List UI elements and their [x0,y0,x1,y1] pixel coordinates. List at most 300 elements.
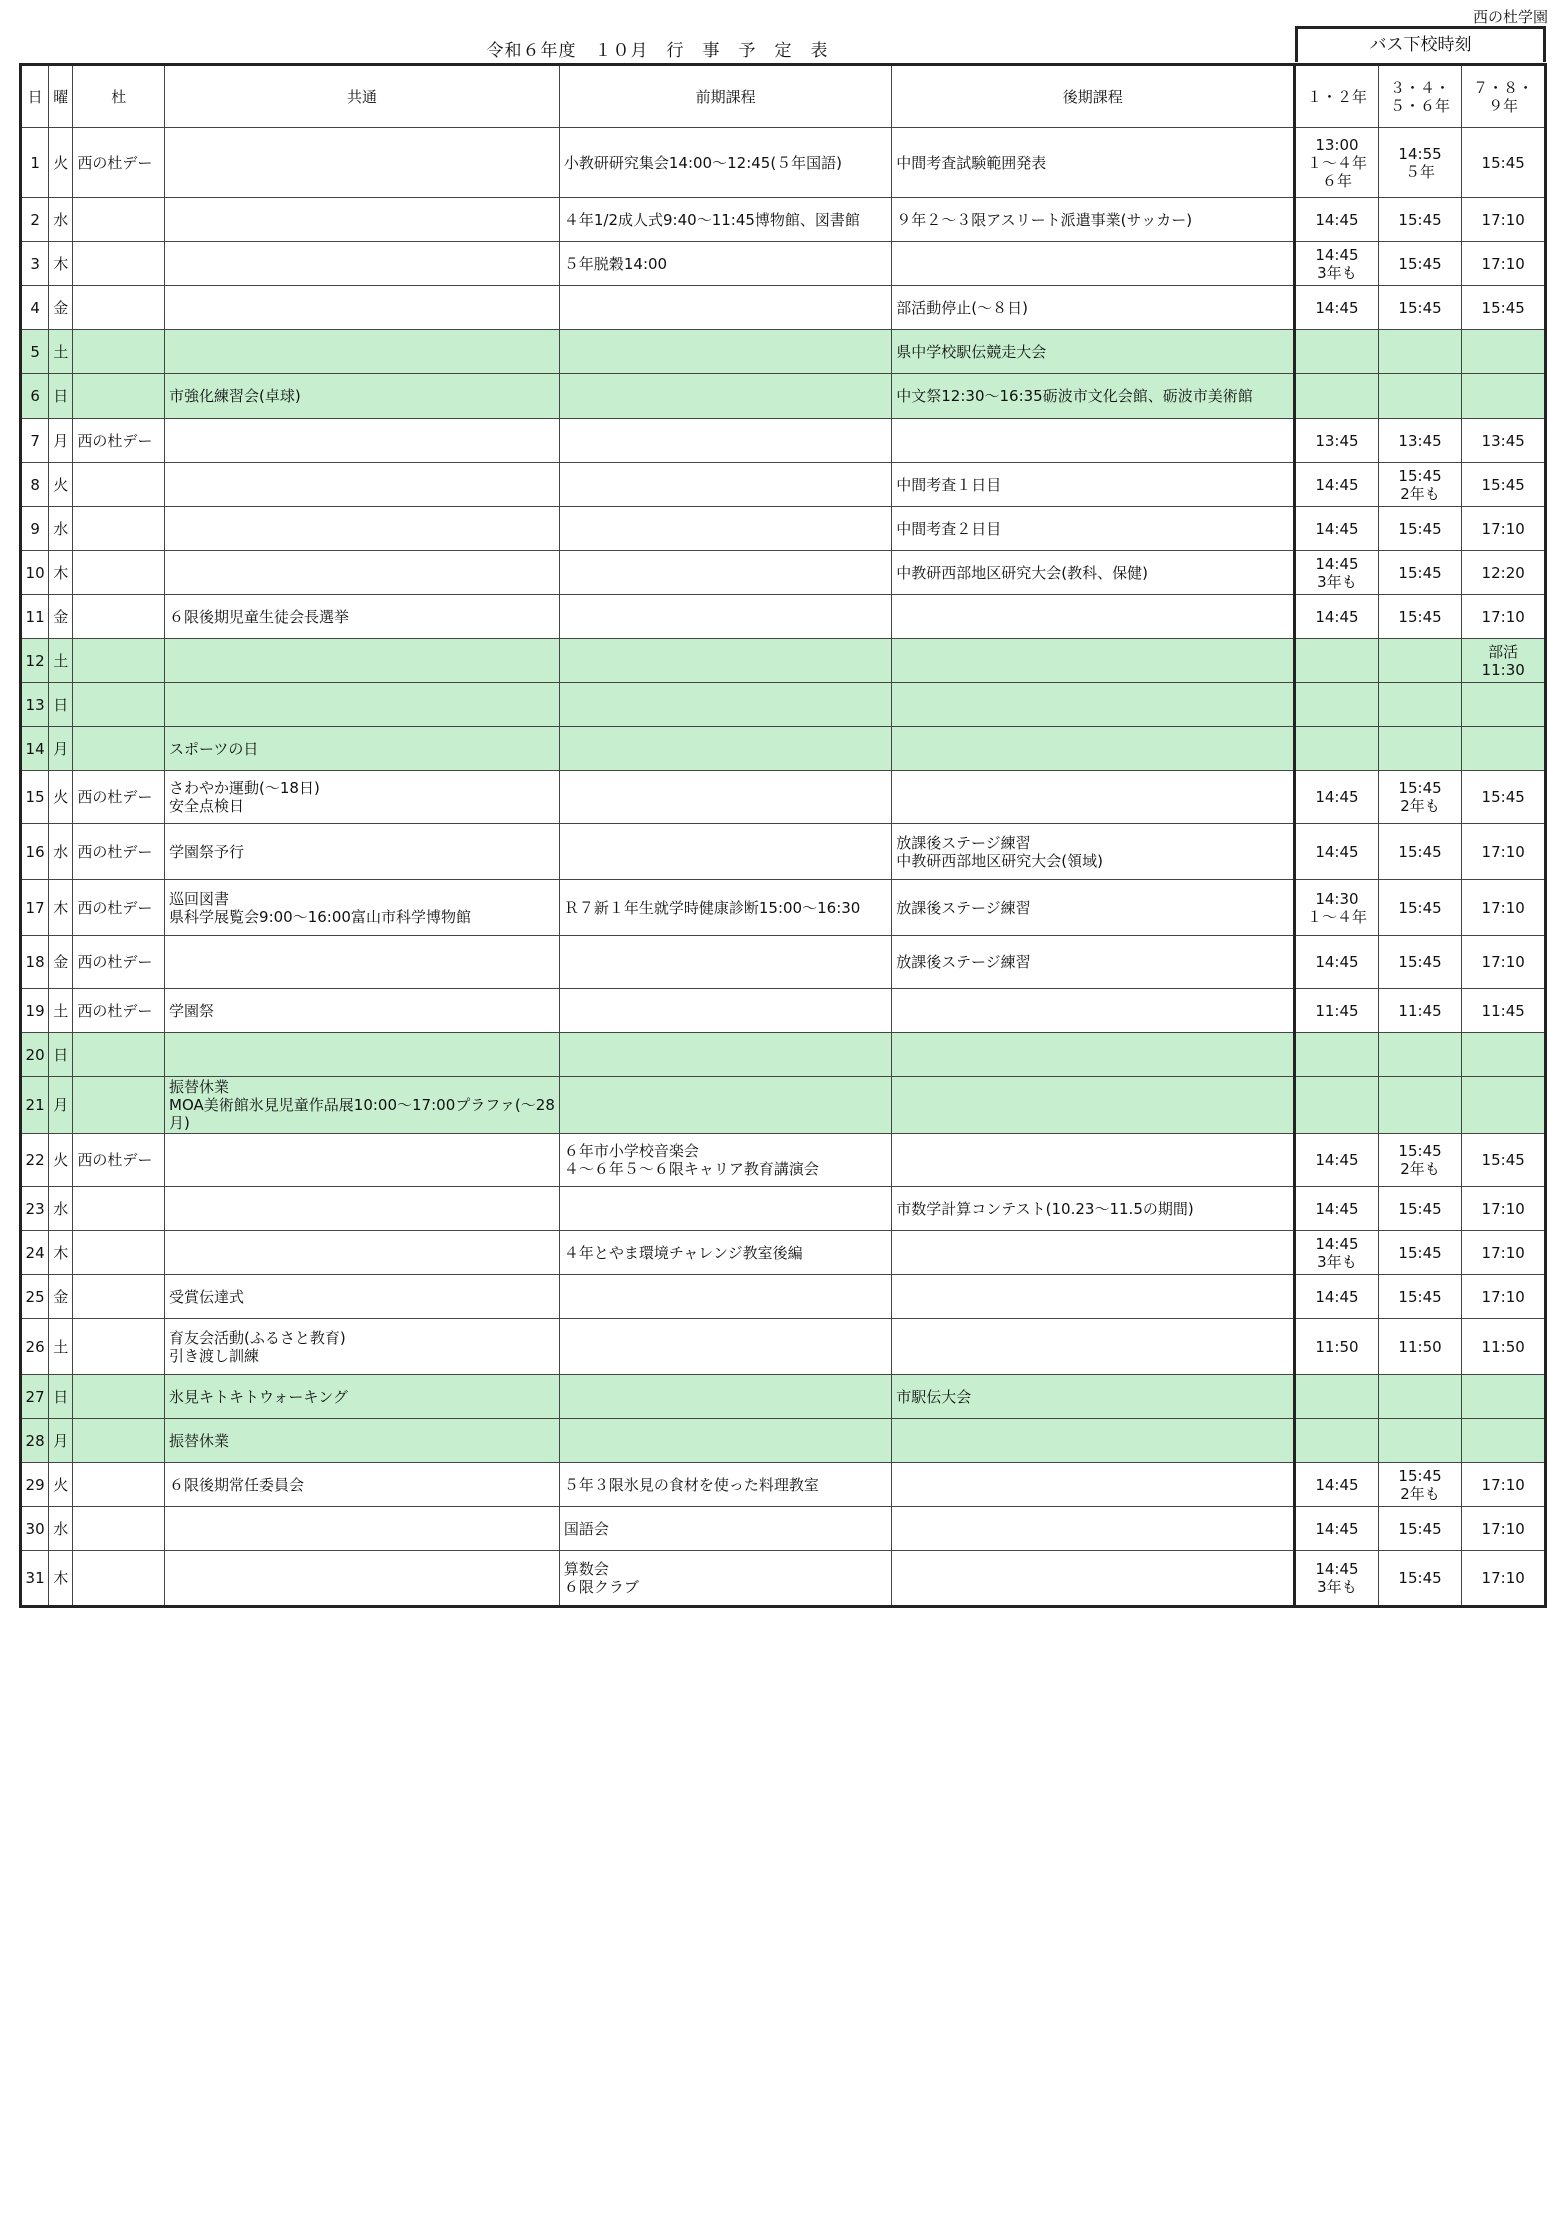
row-mori: 西の杜デー [73,936,165,989]
row-bus-grade3456: 15:45 [1378,1231,1462,1275]
table-row [21,1551,1546,1607]
row-bus-grade12: 14:45 [1295,1275,1379,1319]
row-first-term [559,639,891,683]
row-first-term [559,286,891,330]
row-bus-grade789: 17:10 [1462,1507,1546,1551]
row-second-term: 放課後ステージ練習 [892,880,1295,936]
row-day: 14 [21,727,49,771]
row-mori [73,595,165,639]
row-bus-grade3456: 15:45 2年も [1378,1463,1462,1507]
bus-section-title: バス下校時刻 [1295,26,1546,62]
table-row [21,1187,1546,1231]
row-bus-grade12 [1295,1033,1379,1077]
row-second-term: 部活動停止(～８日) [892,286,1295,330]
row-first-term [559,507,891,551]
row-day: 21 [21,1077,49,1134]
row-first-term: ５年脱穀14:00 [559,242,891,286]
row-day: 30 [21,1507,49,1551]
row-bus-grade3456 [1378,727,1462,771]
row-common: 育友会活動(ふるさと教育) 引き渡し訓練 [165,1319,560,1375]
row-bus-grade3456: 15:45 [1378,551,1462,595]
row-common [165,551,560,595]
row-mori [73,330,165,374]
table-row [21,1507,1546,1551]
row-bus-grade789: 17:10 [1462,1187,1546,1231]
page-title: 令和６年度 １０月 行 事 予 定 表 [486,41,829,61]
row-common: 市強化練習会(卓球) [165,374,560,419]
header-first-term: 前期課程 [559,65,891,128]
row-mori [73,1187,165,1231]
row-bus-grade12: 14:45 [1295,771,1379,824]
row-weekday: 水 [49,198,73,242]
row-common: 振替休業 MOA美術館氷見児童作品展10:00～17:00プラファ(～28月) [165,1077,560,1134]
row-mori: 西の杜デー [73,128,165,198]
table-row [21,1463,1546,1507]
row-first-term [559,330,891,374]
row-day: 4 [21,286,49,330]
row-day: 19 [21,989,49,1033]
row-weekday: 火 [49,1463,73,1507]
row-bus-grade789: 15:45 [1462,286,1546,330]
row-bus-grade3456: 15:45 [1378,880,1462,936]
row-mori [73,1319,165,1375]
row-first-term [559,727,891,771]
row-bus-grade789: 17:10 [1462,1551,1546,1607]
row-second-term [892,1275,1295,1319]
row-second-term [892,727,1295,771]
row-weekday: 土 [49,989,73,1033]
table-row [21,507,1546,551]
row-first-term [559,771,891,824]
row-day: 3 [21,242,49,286]
row-first-term: 小教研研究集会14:00～12:45(５年国語) [559,128,891,198]
row-second-term [892,1507,1295,1551]
header-bus-grade3456: ３・４・ ５・６年 [1378,65,1462,128]
row-common [165,639,560,683]
table-row [21,1033,1546,1077]
row-day: 12 [21,639,49,683]
row-common [165,1507,560,1551]
row-weekday: 日 [49,1375,73,1419]
row-bus-grade3456: 13:45 [1378,419,1462,463]
row-weekday: 火 [49,771,73,824]
row-bus-grade3456: 15:45 [1378,198,1462,242]
row-first-term: 算数会 ６限クラブ [559,1551,891,1607]
table-row [21,128,1546,198]
row-weekday: 火 [49,463,73,507]
row-bus-grade12: 14:45 [1295,1187,1379,1231]
row-first-term [559,1275,891,1319]
row-weekday: 金 [49,595,73,639]
row-bus-grade789: 17:10 [1462,1231,1546,1275]
row-day: 22 [21,1134,49,1187]
row-mori [73,1275,165,1319]
row-first-term: ５年３限氷見の食材を使った料理教室 [559,1463,891,1507]
table-row [21,727,1546,771]
row-first-term [559,595,891,639]
row-bus-grade12: 14:45 [1295,198,1379,242]
row-mori [73,551,165,595]
schedule-table [19,63,1547,1608]
row-bus-grade3456: 15:45 [1378,1507,1462,1551]
row-bus-grade12: 14:45 [1295,1134,1379,1187]
row-bus-grade789: 17:10 [1462,507,1546,551]
row-bus-grade12 [1295,727,1379,771]
row-bus-grade789 [1462,1375,1546,1419]
row-weekday: 土 [49,1319,73,1375]
row-day: 31 [21,1551,49,1607]
row-mori [73,1375,165,1419]
table-row [21,551,1546,595]
row-first-term: ６年市小学校音楽会 ４～６年５～６限キャリア教育講演会 [559,1134,891,1187]
row-second-term [892,595,1295,639]
row-first-term [559,551,891,595]
row-weekday: 月 [49,727,73,771]
table-row [21,1419,1546,1463]
row-bus-grade789: 17:10 [1462,936,1546,989]
row-first-term [559,989,891,1033]
row-common [165,1187,560,1231]
row-day: 2 [21,198,49,242]
row-weekday: 木 [49,1231,73,1275]
row-mori [73,1507,165,1551]
row-common: ６限後期児童生徒会長選挙 [165,595,560,639]
table-row [21,639,1546,683]
row-bus-grade789: 15:45 [1462,1134,1546,1187]
row-bus-grade12: 14:30 １～４年 [1295,880,1379,936]
row-bus-grade3456 [1378,1375,1462,1419]
row-day: 29 [21,1463,49,1507]
table-row [21,286,1546,330]
row-bus-grade12 [1295,374,1379,419]
row-mori [73,1033,165,1077]
row-first-term [559,1319,891,1375]
row-second-term [892,771,1295,824]
row-first-term [559,1187,891,1231]
row-mori [73,683,165,727]
row-mori [73,198,165,242]
row-bus-grade789: 15:45 [1462,463,1546,507]
row-mori [73,1077,165,1134]
row-weekday: 月 [49,1077,73,1134]
row-second-term [892,1077,1295,1134]
row-second-term: 放課後ステージ練習 [892,936,1295,989]
row-bus-grade12 [1295,683,1379,727]
row-weekday: 水 [49,1187,73,1231]
row-bus-grade3456 [1378,1077,1462,1134]
table-row [21,330,1546,374]
row-bus-grade789: 17:10 [1462,1275,1546,1319]
row-weekday: 日 [49,374,73,419]
row-bus-grade12: 14:45 [1295,463,1379,507]
row-mori [73,507,165,551]
table-row [21,1134,1546,1187]
row-common [165,936,560,989]
row-weekday: 木 [49,242,73,286]
row-day: 26 [21,1319,49,1375]
row-second-term [892,1231,1295,1275]
row-second-term: ９年２～３限アスリート派遣事業(サッカー) [892,198,1295,242]
row-bus-grade12 [1295,1375,1379,1419]
row-common [165,1551,560,1607]
row-second-term [892,1033,1295,1077]
row-second-term [892,242,1295,286]
row-bus-grade789: 17:10 [1462,242,1546,286]
row-weekday: 日 [49,1033,73,1077]
row-second-term: 中間考査２日目 [892,507,1295,551]
table-row [21,771,1546,824]
row-weekday: 火 [49,1134,73,1187]
row-bus-grade12: 14:45 3年も [1295,1231,1379,1275]
header-weekday: 曜 [49,65,73,128]
table-row [21,595,1546,639]
row-weekday: 土 [49,330,73,374]
row-bus-grade3456: 15:45 [1378,824,1462,880]
row-weekday: 水 [49,824,73,880]
row-day: 20 [21,1033,49,1077]
row-bus-grade789: 17:10 [1462,1463,1546,1507]
row-first-term [559,683,891,727]
row-bus-grade789 [1462,683,1546,727]
table-row [21,880,1546,936]
row-common [165,242,560,286]
row-bus-grade12: 11:50 [1295,1319,1379,1375]
row-mori [73,242,165,286]
row-common: ６限後期常任委員会 [165,1463,560,1507]
row-weekday: 月 [49,419,73,463]
row-bus-grade3456 [1378,1033,1462,1077]
row-bus-grade789: 12:20 [1462,551,1546,595]
row-bus-grade12: 14:45 [1295,1507,1379,1551]
row-weekday: 水 [49,1507,73,1551]
row-common [165,198,560,242]
row-weekday: 金 [49,286,73,330]
header-second-term: 後期課程 [892,65,1295,128]
row-day: 28 [21,1419,49,1463]
header-day: 日 [21,65,49,128]
row-day: 25 [21,1275,49,1319]
row-common [165,286,560,330]
row-mori [73,1463,165,1507]
table-row [21,374,1546,419]
row-second-term [892,419,1295,463]
row-second-term: 中間考査１日目 [892,463,1295,507]
row-bus-grade789 [1462,374,1546,419]
table-row [21,463,1546,507]
row-bus-grade3456: 15:45 [1378,1275,1462,1319]
row-bus-grade789: 部活 11:30 [1462,639,1546,683]
row-first-term [559,463,891,507]
row-second-term: 市数学計算コンテスト(10.23～11.5の期間) [892,1187,1295,1231]
row-day: 7 [21,419,49,463]
row-mori: 西の杜デー [73,880,165,936]
row-bus-grade789 [1462,727,1546,771]
row-second-term [892,1463,1295,1507]
row-mori: 西の杜デー [73,419,165,463]
row-second-term [892,1419,1295,1463]
table-row [21,1375,1546,1419]
row-bus-grade12: 11:45 [1295,989,1379,1033]
row-weekday: 火 [49,128,73,198]
row-mori [73,727,165,771]
table-row [21,1275,1546,1319]
row-second-term: 県中学校駅伝競走大会 [892,330,1295,374]
header-bus-grade12: １・２年 [1295,65,1379,128]
row-day: 15 [21,771,49,824]
row-common [165,463,560,507]
row-common [165,1134,560,1187]
row-bus-grade3456: 15:45 [1378,1551,1462,1607]
row-bus-grade789: 17:10 [1462,880,1546,936]
row-bus-grade3456: 15:45 2年も [1378,1134,1462,1187]
row-bus-grade3456: 15:45 [1378,286,1462,330]
row-bus-grade3456 [1378,330,1462,374]
row-common [165,683,560,727]
row-mori: 西の杜デー [73,771,165,824]
row-weekday: 金 [49,1275,73,1319]
row-weekday: 金 [49,936,73,989]
row-second-term: 市駅伝大会 [892,1375,1295,1419]
row-weekday: 木 [49,1551,73,1607]
row-second-term [892,1551,1295,1607]
row-bus-grade12: 14:45 [1295,936,1379,989]
row-bus-grade3456: 15:45 [1378,507,1462,551]
table-row [21,1319,1546,1375]
row-common: 振替休業 [165,1419,560,1463]
row-day: 5 [21,330,49,374]
row-bus-grade3456: 15:45 [1378,595,1462,639]
row-day: 6 [21,374,49,419]
row-mori [73,1551,165,1607]
row-bus-grade12: 13:45 [1295,419,1379,463]
row-common: 受賞伝達式 [165,1275,560,1319]
row-second-term [892,1134,1295,1187]
row-bus-grade3456 [1378,1419,1462,1463]
school-name: 西の杜学園 [1472,8,1548,26]
table-row [21,242,1546,286]
row-mori [73,1231,165,1275]
row-bus-grade789: 15:45 [1462,771,1546,824]
row-bus-grade3456: 11:45 [1378,989,1462,1033]
row-first-term: ４年1/2成人式9:40～11:45博物館、図書館 [559,198,891,242]
row-bus-grade3456: 15:45 [1378,1187,1462,1231]
row-bus-grade789 [1462,1077,1546,1134]
row-weekday: 月 [49,1419,73,1463]
row-bus-grade789 [1462,1033,1546,1077]
row-weekday: 木 [49,551,73,595]
row-day: 16 [21,824,49,880]
row-common [165,507,560,551]
row-first-term [559,936,891,989]
table-row [21,824,1546,880]
row-second-term [892,989,1295,1033]
row-common [165,330,560,374]
row-mori [73,374,165,419]
row-second-term [892,639,1295,683]
row-bus-grade12: 14:45 3年も [1295,242,1379,286]
row-bus-grade12 [1295,639,1379,683]
row-second-term: 放課後ステージ練習 中教研西部地区研究大会(領域) [892,824,1295,880]
row-common [165,1033,560,1077]
row-common [165,128,560,198]
row-bus-grade789 [1462,1419,1546,1463]
row-day: 8 [21,463,49,507]
row-bus-grade12: 14:45 [1295,595,1379,639]
row-first-term [559,1077,891,1134]
row-day: 9 [21,507,49,551]
row-bus-grade12: 14:45 [1295,507,1379,551]
header-mori: 杜 [73,65,165,128]
row-bus-grade12: 14:45 [1295,1463,1379,1507]
header-row [21,65,1546,128]
row-mori [73,639,165,683]
row-common: 巡回図書 県科学展覧会9:00～16:00富山市科学博物館 [165,880,560,936]
row-first-term: 国語会 [559,1507,891,1551]
row-bus-grade3456: 11:50 [1378,1319,1462,1375]
row-first-term: ４年とやま環境チャレンジ教室後編 [559,1231,891,1275]
table-row [21,419,1546,463]
row-first-term [559,1033,891,1077]
row-common: さわやか運動(～18日) 安全点検日 [165,771,560,824]
row-second-term [892,683,1295,727]
row-day: 10 [21,551,49,595]
table-row [21,1231,1546,1275]
row-day: 11 [21,595,49,639]
row-first-term [559,824,891,880]
row-day: 27 [21,1375,49,1419]
header-bus-grade789: ７・８・ ９年 [1462,65,1546,128]
row-bus-grade789: 11:50 [1462,1319,1546,1375]
row-day: 17 [21,880,49,936]
header-common: 共通 [165,65,560,128]
row-bus-grade12: 14:45 3年も [1295,1551,1379,1607]
row-bus-grade12 [1295,330,1379,374]
row-mori [73,1419,165,1463]
row-mori: 西の杜デー [73,989,165,1033]
row-bus-grade3456 [1378,683,1462,727]
row-bus-grade3456 [1378,639,1462,683]
row-second-term: 中間考査試験範囲発表 [892,128,1295,198]
table-row [21,936,1546,989]
row-bus-grade12: 13:00 １～４年 ６年 [1295,128,1379,198]
row-first-term [559,374,891,419]
row-mori [73,286,165,330]
row-bus-grade3456: 14:55 ５年 [1378,128,1462,198]
row-bus-grade789: 15:45 [1462,128,1546,198]
row-common: 学園祭予行 [165,824,560,880]
row-first-term [559,1419,891,1463]
row-bus-grade3456: 15:45 [1378,936,1462,989]
row-day: 23 [21,1187,49,1231]
row-common: 氷見キトキトウォーキング [165,1375,560,1419]
table-row [21,683,1546,727]
row-mori: 西の杜デー [73,1134,165,1187]
table-row [21,989,1546,1033]
row-first-term [559,419,891,463]
row-second-term: 中教研西部地区研究大会(教科、保健) [892,551,1295,595]
row-bus-grade789: 17:10 [1462,198,1546,242]
row-common [165,1231,560,1275]
table-row [21,1077,1546,1134]
row-weekday: 土 [49,639,73,683]
table-row [21,198,1546,242]
row-bus-grade12: 14:45 3年も [1295,551,1379,595]
row-second-term [892,1319,1295,1375]
row-bus-grade3456: 15:45 [1378,242,1462,286]
row-day: 13 [21,683,49,727]
row-day: 1 [21,128,49,198]
row-first-term [559,1375,891,1419]
